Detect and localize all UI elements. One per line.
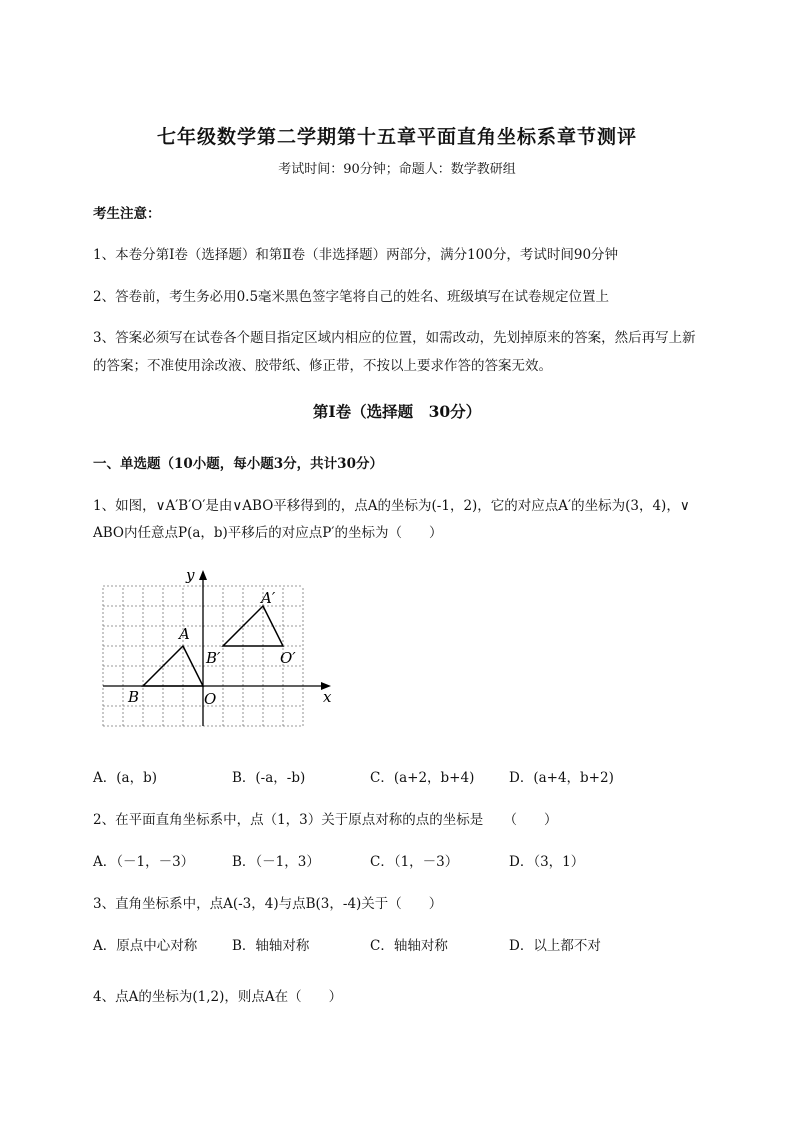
question-2-stem: 2、在平面直角坐标系中，点（1，3）关于原点对称的点的坐标是 （ ）	[93, 812, 558, 828]
exam-subtitle: 考试时间：90分钟；命题人：数学教研组	[278, 162, 516, 177]
question-1-option-c[interactable]: C．(a+2，b+4)	[370, 770, 475, 786]
question-1-stem-line-2: ABO内任意点P(a，b)平移后的对应点P′的坐标为（ ）	[93, 525, 443, 541]
question-1-option-d[interactable]: D．(a+4，b+2)	[509, 770, 614, 786]
question-3-option-b[interactable]: B．轴轴对称	[232, 938, 310, 954]
question-2-option-b[interactable]: B．（－1，3）	[232, 854, 320, 870]
note-item-1: 1、本卷分第Ⅰ卷（选择题）和第Ⅱ卷（非选择题）两部分，满分100分，考试时间90分钟	[93, 247, 619, 263]
question-2-option-c[interactable]: C．（1，－3）	[370, 854, 459, 870]
x-axis-label: x	[323, 688, 332, 706]
question-3-option-a[interactable]: A．原点中心对称	[93, 938, 198, 954]
note-item-3-cont: 的答案；不准使用涂改液、胶带纸、修正带，不按以上要求作答的答案无效。	[93, 358, 552, 374]
question-3-stem: 3、直角坐标系中，点A(-3，4)与点B(3，-4)关于（ ）	[93, 896, 443, 912]
question-1-option-b[interactable]: B．(-a，-b)	[232, 770, 306, 786]
question-3-option-d[interactable]: D．以上都不对	[509, 938, 601, 954]
label-b-prime: B′	[206, 649, 221, 667]
question-1-stem-line-1: 1、如图，∨A′B′O′是由∨ABO平移得到的，点A的坐标为(-1，2)，它的对应点A′的坐标为(3，4)，∨	[93, 498, 690, 514]
question-3-option-c[interactable]: C．轴轴对称	[370, 938, 448, 954]
y-axis-arrow	[199, 570, 207, 580]
label-o: O	[204, 690, 217, 708]
label-a-prime: A′	[261, 589, 276, 607]
label-b: B	[128, 688, 140, 706]
page-title: 七年级数学第二学期第十五章平面直角坐标系章节测评	[156, 126, 637, 148]
section-title: 第Ⅰ卷（选择题 30分）	[312, 402, 482, 421]
notes-heading: 考生注意：	[93, 206, 161, 222]
question-2-option-a[interactable]: A．（－1，－3）	[93, 854, 195, 870]
question-4-stem: 4、点A的坐标为(1,2)，则点A在（ ）	[93, 989, 343, 1005]
part-heading: 一、单选题（10小题，每小题3分，共计30分）	[93, 456, 383, 472]
note-item-3: 3、答案必须写在试卷各个题目指定区域内相应的位置，如需改动，先划掉原来的答案，然后再写上新	[93, 330, 696, 346]
note-item-2: 2、答卷前，考生务必用0.5毫米黑色签字笔将自己的姓名、班级填写在试卷规定位置上	[93, 289, 610, 305]
question-2-option-d[interactable]: D．（3，1）	[509, 854, 585, 870]
question-1-option-a[interactable]: A．(a，b)	[93, 770, 157, 786]
label-a: A	[179, 625, 190, 643]
y-axis-label: y	[186, 566, 195, 584]
label-o-prime: O′	[280, 649, 296, 667]
